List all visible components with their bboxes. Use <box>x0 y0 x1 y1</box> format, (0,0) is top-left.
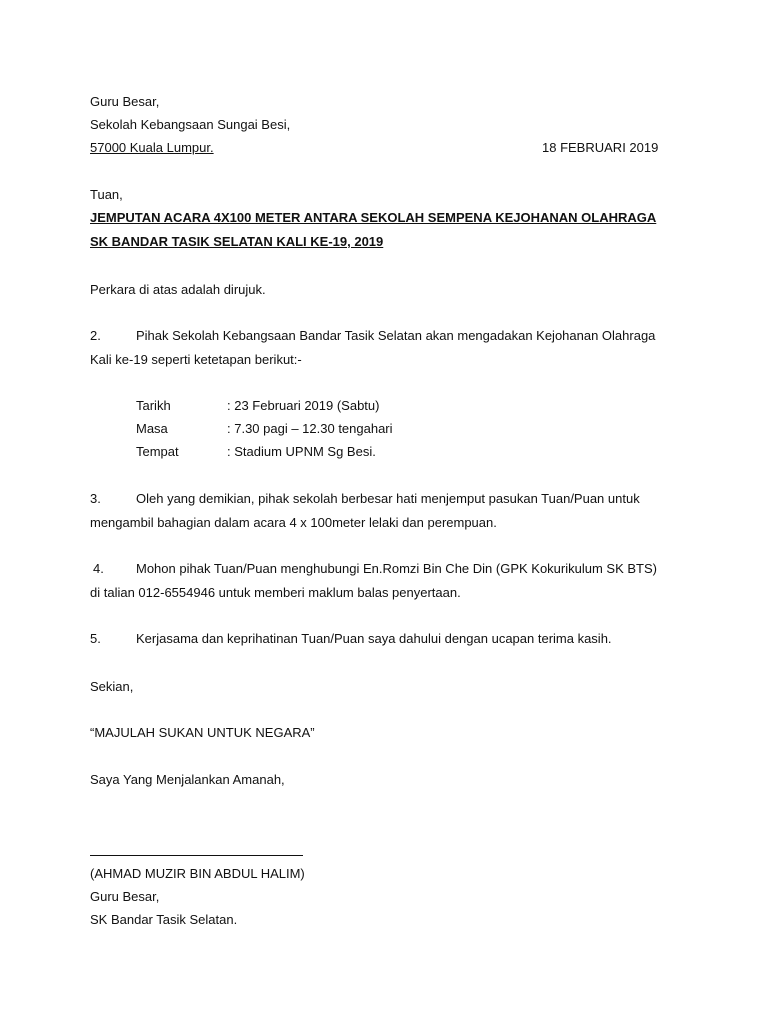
signatory-school: SK Bandar Tasik Selatan. <box>90 912 238 927</box>
para4-line-2: di talian 012-6554946 untuk memberi maklum balas penyertaan. <box>90 585 461 600</box>
detail-value-time: : 7.30 pagi – 12.30 tengahari <box>227 421 393 436</box>
salutation: Tuan, <box>90 187 123 202</box>
intro-text: Perkara di atas adalah dirujuk. <box>90 282 266 297</box>
detail-label-venue: Tempat <box>136 444 179 459</box>
signoff: Saya Yang Menjalankan Amanah, <box>90 772 285 787</box>
signature-line <box>90 855 303 856</box>
para4-line-1: Mohon pihak Tuan/Puan menghubungi En.Romzi Bin Che Din (GPK Kokurikulum SK BTS) <box>136 561 657 576</box>
para5-line-1: Kerjasama dan keprihatinan Tuan/Puan saya dahului dengan ucapan terima kasih. <box>136 631 612 646</box>
para5-number: 5. <box>90 631 101 646</box>
detail-value-venue: : Stadium UPNM Sg Besi. <box>227 444 376 459</box>
recipient-school: Sekolah Kebangsaan Sungai Besi, <box>90 117 291 132</box>
subject-line-1: JEMPUTAN ACARA 4X100 METER ANTARA SEKOLAH SEMPENA KEJOHANAN OLAHRAGA <box>90 210 657 225</box>
detail-label-time: Masa <box>136 421 168 436</box>
recipient-title: Guru Besar, <box>90 94 160 109</box>
letter-date: 18 FEBRUARI 2019 <box>542 140 659 155</box>
para3-number: 3. <box>90 491 101 506</box>
detail-value-date: : 23 Februari 2019 (Sabtu) <box>227 398 380 413</box>
para4-number: 4. <box>93 561 104 576</box>
para3-line-2: mengambil bahagian dalam acara 4 x 100meter lelaki dan perempuan. <box>90 515 497 530</box>
para2-line-2: Kali ke-19 seperti ketetapan berikut:- <box>90 352 302 367</box>
para3-line-1: Oleh yang demikian, pihak sekolah berbesar hati menjemput pasukan Tuan/Puan untuk <box>136 491 640 506</box>
signatory-title: Guru Besar, <box>90 889 160 904</box>
signatory-name: (AHMAD MUZIR BIN ABDUL HALIM) <box>90 866 305 881</box>
detail-label-date: Tarikh <box>136 398 171 413</box>
para2-number: 2. <box>90 328 101 343</box>
motto: “MAJULAH SUKAN UNTUK NEGARA” <box>90 725 315 740</box>
recipient-address: 57000 Kuala Lumpur. <box>90 140 214 155</box>
closing: Sekian, <box>90 679 134 694</box>
para2-line-1: Pihak Sekolah Kebangsaan Bandar Tasik Selatan akan mengadakan Kejohanan Olahraga <box>136 328 656 343</box>
subject-line-2: SK BANDAR TASIK SELATAN KALI KE-19, 2019 <box>90 234 384 249</box>
